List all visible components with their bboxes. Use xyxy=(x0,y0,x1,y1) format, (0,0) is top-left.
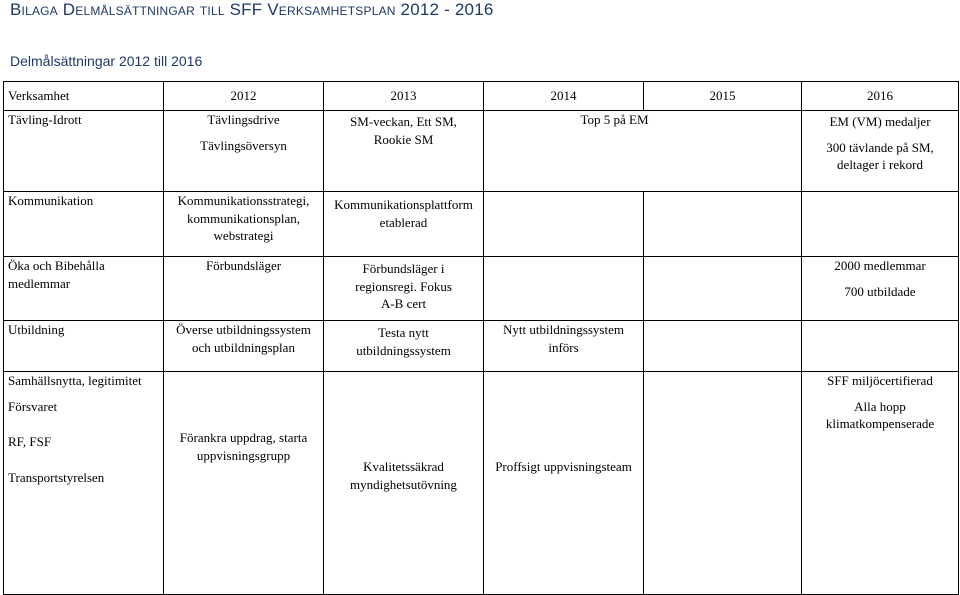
goals-table xyxy=(3,81,959,595)
header-cell: 2014 xyxy=(484,82,644,111)
header-cell: 2015 xyxy=(644,82,802,111)
document-title: Bilaga Delmålsättningar till SFF Verksamhetsplan 2012 - 2016 xyxy=(10,0,494,19)
cell-line: Försvaret xyxy=(8,398,58,414)
table-cell: Kvalitetssäkrad myndighetsutövning xyxy=(324,372,484,595)
cell-line: EM (VM) medaljer xyxy=(829,114,931,129)
cell-line: 2000 medlemmar xyxy=(834,258,926,273)
cell-line: RF, FSF xyxy=(8,434,52,449)
row-label: Kommunikation xyxy=(4,192,164,257)
table-cell: Proffsigt uppvisningsteam xyxy=(484,372,644,595)
table-row xyxy=(4,321,959,372)
table-cell xyxy=(802,257,959,321)
header-cell: Verksamhet xyxy=(4,82,164,111)
cell-line: SFF miljöcertifierad xyxy=(827,373,933,388)
table-row xyxy=(4,192,959,257)
table-cell xyxy=(802,321,959,372)
table-cell: Överse utbildningssystem och utbildningsplan xyxy=(164,321,324,372)
cell-line: Alla hopp klimatkompenserade xyxy=(825,398,935,431)
cell-line: 300 tävlande på SM, deltager i rekord xyxy=(826,139,934,172)
table-cell xyxy=(644,192,802,257)
row-label: Utbildning xyxy=(4,321,164,372)
row-label: Tävling-Idrott xyxy=(4,111,164,192)
cell-line: Transportstyrelsen xyxy=(8,469,105,485)
table-cell: Förbundsläger xyxy=(164,257,324,321)
table-row xyxy=(4,111,959,192)
table-cell xyxy=(484,192,644,257)
header-cell: 2013 xyxy=(324,82,484,111)
table-cell xyxy=(484,257,644,321)
table-cell xyxy=(802,372,959,595)
table-cell: Kommunikationsstrategi, kommunikationsplan, webstrategi xyxy=(164,192,324,257)
table-cell xyxy=(644,372,802,595)
table-cell xyxy=(802,111,959,192)
table-cell: SM-veckan, Ett SM, Rookie SM xyxy=(324,111,484,192)
cell-line: Samhällsnytta, legitimitet xyxy=(8,373,142,388)
table-row xyxy=(4,372,959,595)
table-cell xyxy=(802,192,959,257)
cell-line: Tävlingsöversyn xyxy=(200,137,287,153)
table-cell: Top 5 på EM xyxy=(484,111,802,192)
row-label: Öka och Bibehålla medlemmar xyxy=(4,257,164,321)
table-cell: Testa nytt utbildningssystem xyxy=(324,321,484,372)
cell-line: Tävlingsdrive xyxy=(207,112,280,127)
table-cell: Kommunikationsplattform etablerad xyxy=(324,192,484,257)
table-header-row xyxy=(4,82,959,111)
table-cell: Nytt utbildningssystem införs xyxy=(484,321,644,372)
header-cell: 2012 xyxy=(164,82,324,111)
table-cell: Förbundsläger i regionsregi. Fokus A-B cert xyxy=(324,257,484,321)
table-cell xyxy=(164,111,324,192)
cell-line: 700 utbildade xyxy=(844,283,916,299)
table-cell xyxy=(644,321,802,372)
document-subtitle: Delmålsättningar 2012 till 2016 xyxy=(10,53,203,69)
row-label xyxy=(4,372,164,595)
table-row xyxy=(4,257,959,321)
table-cell xyxy=(644,257,802,321)
table-cell: Förankra uppdrag, starta uppvisningsgrupp xyxy=(164,372,324,595)
header-cell: 2016 xyxy=(802,82,959,111)
